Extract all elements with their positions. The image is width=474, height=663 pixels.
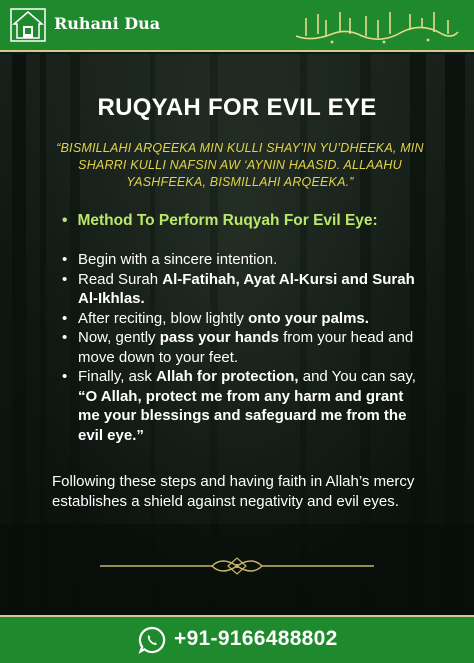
step-item bbox=[62, 328, 422, 367]
whatsapp-icon[interactable] bbox=[138, 626, 166, 654]
step-text: Read Surah bbox=[78, 270, 163, 288]
footer-bar bbox=[0, 615, 474, 663]
step-text: Now, gently bbox=[78, 329, 160, 346]
step-item bbox=[62, 250, 422, 270]
step-emphasis: onto your palms. bbox=[248, 309, 369, 327]
step-item bbox=[62, 270, 422, 309]
method-heading-text: Method To Perform Ruqyah For Evil Eye: bbox=[77, 212, 378, 229]
mosque-logo-icon bbox=[10, 8, 46, 42]
step-text: After reciting, blow lightly bbox=[78, 309, 249, 327]
steps-list bbox=[62, 250, 422, 445]
step-item bbox=[62, 309, 422, 329]
content-panel bbox=[0, 54, 474, 615]
bullet-icon: • bbox=[62, 212, 68, 229]
ornamental-divider-icon bbox=[100, 554, 374, 578]
step-emphasis: “O Allah, protect me from any harm and grant me your blessings and safeguard me from the evil eye.” bbox=[78, 387, 407, 444]
bismillah-calligraphy-icon bbox=[292, 6, 462, 46]
step-text: from your head and move down to your feet. bbox=[78, 329, 414, 366]
closing-text: Following these steps and having faith in Allah’s mercy establishes a shield against negativity and evil eyes. bbox=[52, 473, 415, 510]
phone-number[interactable]: +91-9166488802 bbox=[174, 627, 338, 650]
step-item bbox=[62, 367, 422, 445]
step-emphasis: Allah for protection, bbox=[156, 368, 299, 385]
step-text: and You can say, bbox=[298, 368, 416, 385]
page-title: RUQYAH FOR EVIL EYE bbox=[97, 94, 377, 121]
step-text: Begin with a sincere intention. bbox=[78, 251, 278, 268]
dua-text: “BISMILLAHI ARQEEKA MIN KULLI SHAY’IN YU’DHEEKA, MIN SHARRI KULLI NAFSIN AW ‘AYNIN HAASID. ALLAAHU YASHFEEKA, BISMILLAHI ARQEEKA.” bbox=[56, 141, 424, 189]
header-bar bbox=[0, 0, 474, 52]
step-emphasis: pass your hands bbox=[159, 329, 279, 346]
step-emphasis: Al-Fatihah, Ayat Al-Kursi and Surah Al-Ikhlas. bbox=[78, 270, 415, 307]
method-heading bbox=[62, 212, 378, 230]
step-text: Finally, ask bbox=[78, 368, 157, 385]
brand-name: Ruhani Dua bbox=[54, 14, 161, 33]
